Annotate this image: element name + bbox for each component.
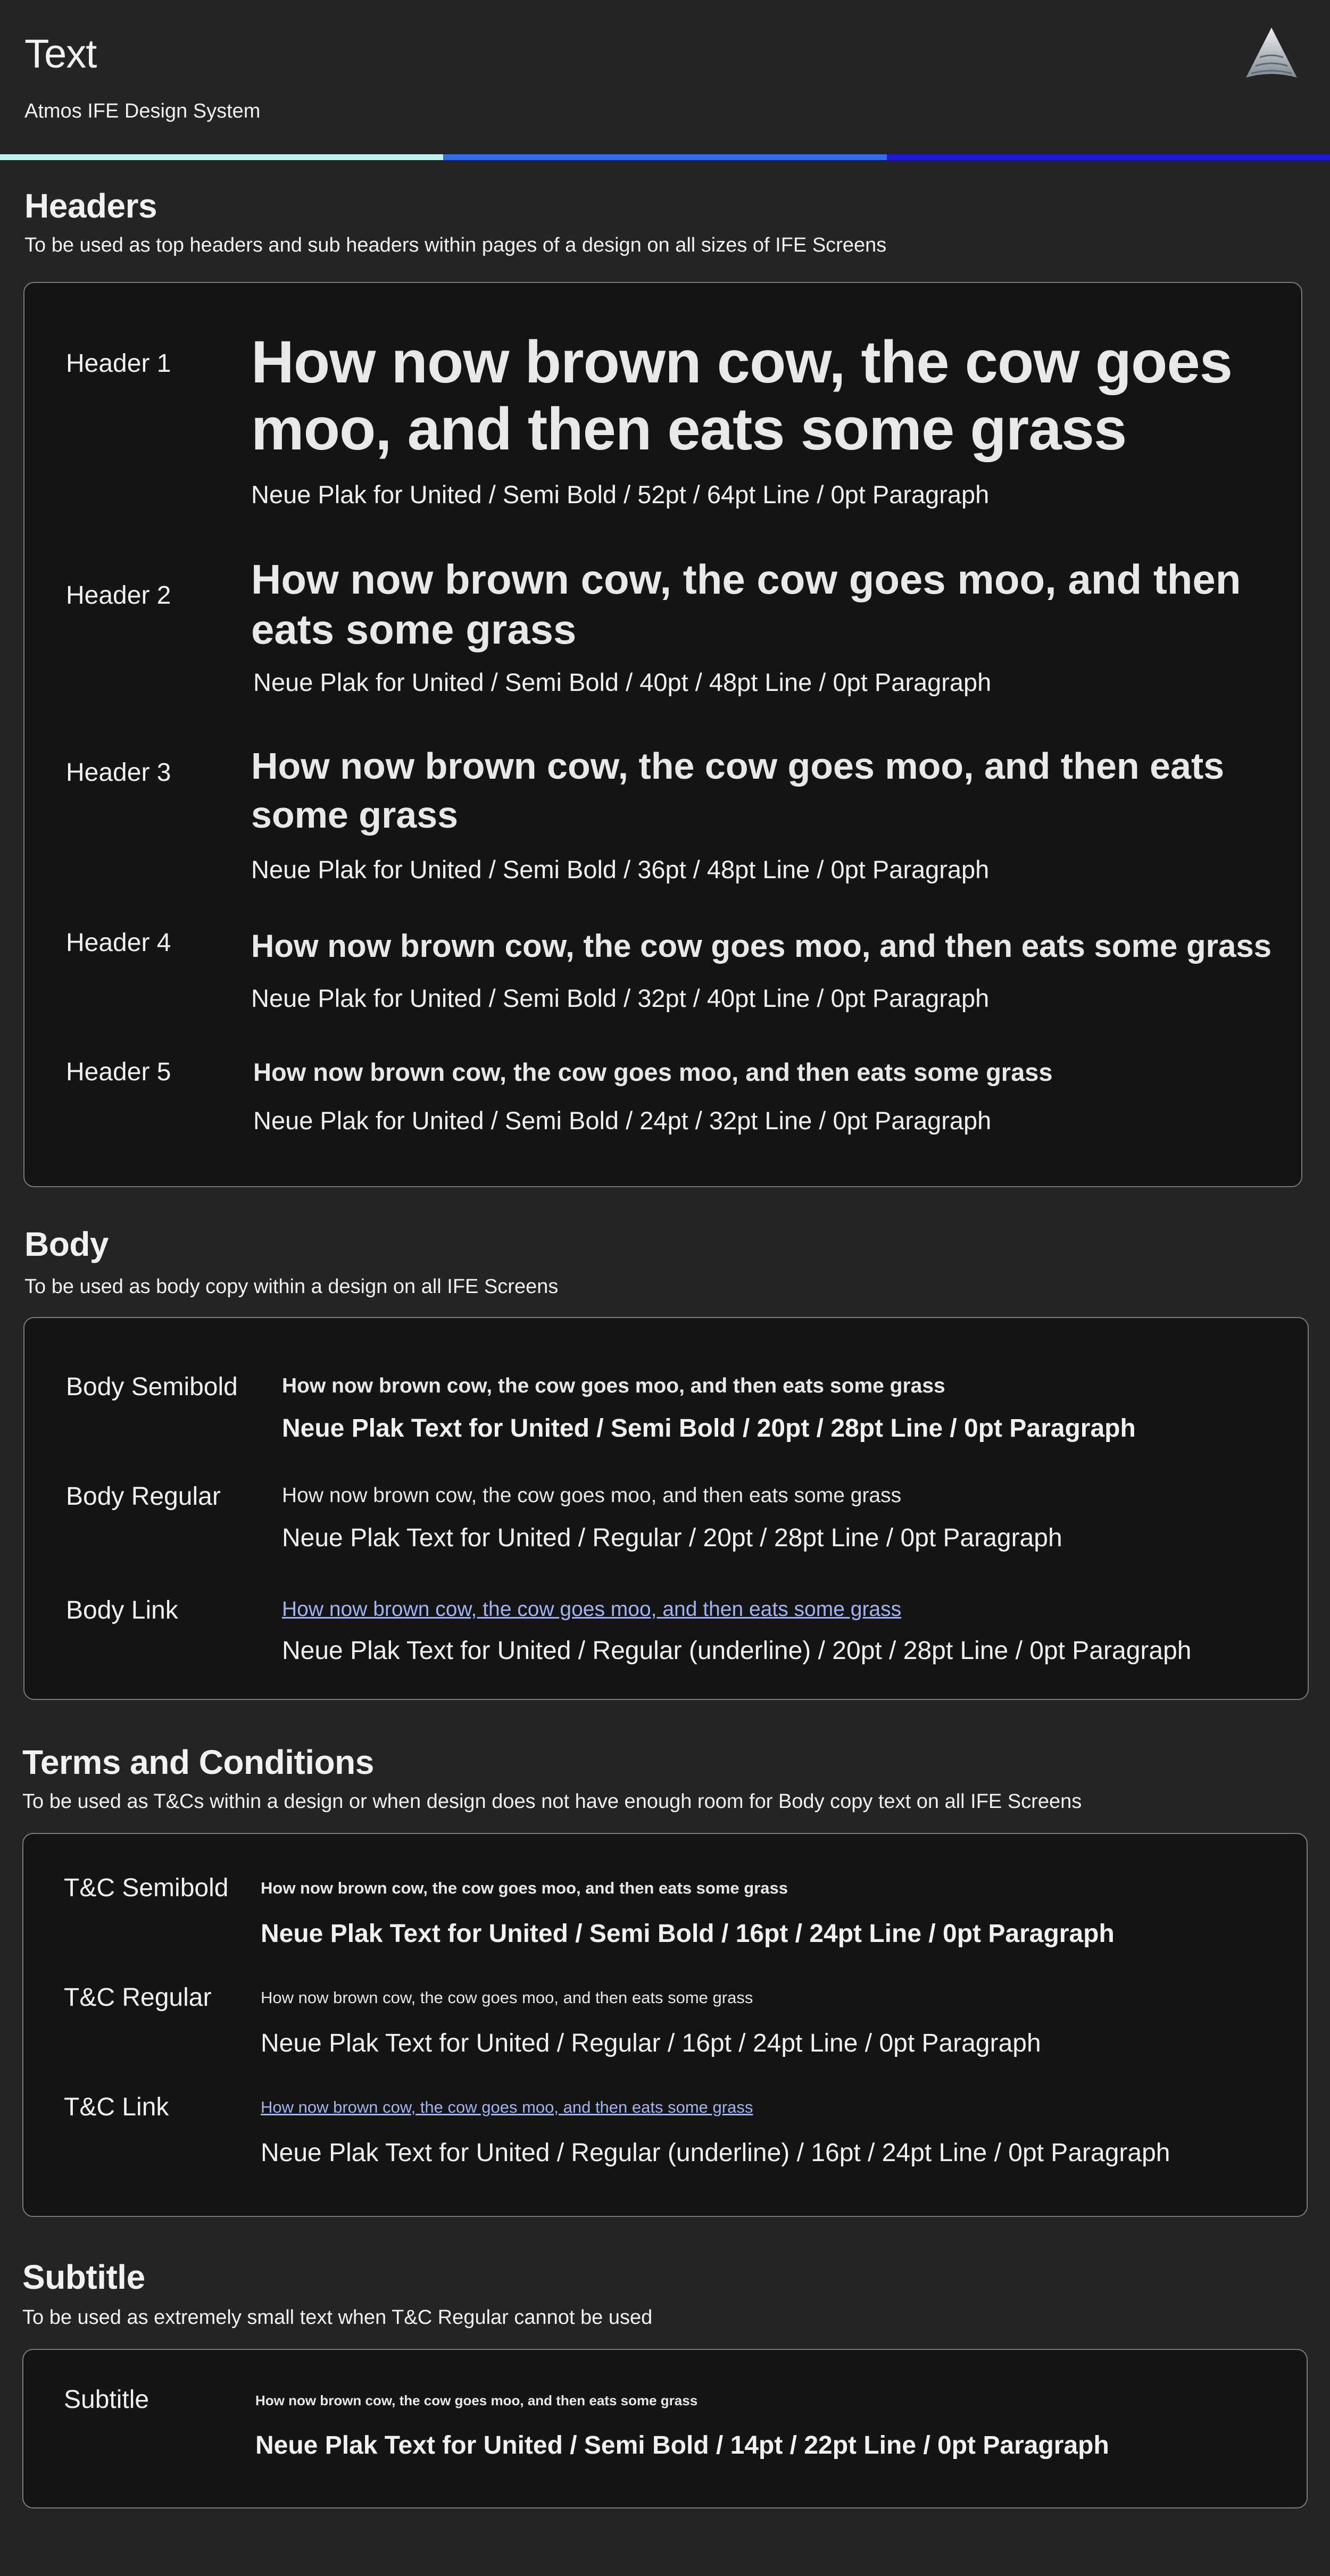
- header-1-spec: Neue Plak for United / Semi Bold / 52pt / 64pt Line / 0pt Paragraph: [251, 480, 990, 508]
- accent-bar: [0, 154, 1330, 160]
- body-link-sample[interactable]: How now brown cow, the cow goes moo, and then eats some grass: [282, 1598, 902, 1621]
- tc-link-sample[interactable]: How now brown cow, the cow goes moo, and then eats some grass: [261, 2098, 753, 2116]
- header-3-sample: How now brown cow, the cow goes moo, and then eats some grass: [251, 745, 1225, 836]
- header-2-sample: How now brown cow, the cow goes moo, and then eats some grass: [251, 556, 1241, 653]
- tc-regular-sample: How now brown cow, the cow goes moo, and then eats some grass: [261, 1988, 753, 2007]
- subtitle-sample: How now brown cow, the cow goes moo, and then eats some grass: [255, 2392, 698, 2408]
- accent-bar-segment-2: [443, 154, 886, 160]
- terms-section-title: Terms and Conditions: [22, 1743, 374, 1781]
- header-2-spec: Neue Plak for United / Semi Bold / 40pt / 48pt Line / 0pt Paragraph: [253, 668, 992, 696]
- tc-semibold-spec: Neue Plak Text for United / Semi Bold / 16pt / 24pt Line / 0pt Paragraph: [261, 1920, 1115, 1948]
- terms-card: [22, 1833, 1308, 2217]
- terms-section-description: To be used as T&Cs within a design or when design does not have enough room for Body copy text on all IFE Screens: [22, 1790, 1082, 1813]
- accent-bar-segment-3: [887, 154, 1330, 160]
- body-link-label: Body Link: [66, 1596, 178, 1624]
- header-4-sample: How now brown cow, the cow goes moo, and then eats some grass: [251, 928, 1272, 964]
- header-5-spec: Neue Plak for United / Semi Bold / 24pt / 32pt Line / 0pt Paragraph: [253, 1106, 992, 1135]
- header-1-label: Header 1: [66, 349, 171, 378]
- body-regular-label: Body Regular: [66, 1482, 221, 1511]
- tc-semibold-label: T&C Semibold: [64, 1874, 229, 1902]
- header-1-sample: How now brown cow, the cow goes moo, and then eats some grass: [251, 329, 1233, 462]
- header-3-label: Header 3: [66, 758, 171, 787]
- header-4-spec: Neue Plak for United / Semi Bold / 32pt / 40pt Line / 0pt Paragraph: [251, 984, 990, 1012]
- body-semibold-spec: Neue Plak Text for United / Semi Bold / 20pt / 28pt Line / 0pt Paragraph: [282, 1414, 1136, 1443]
- header-5-sample: How now brown cow, the cow goes moo, and then eats some grass: [253, 1058, 1053, 1086]
- tc-regular-label: T&C Regular: [64, 1983, 212, 2012]
- body-semibold-sample: How now brown cow, the cow goes moo, and then eats some grass: [282, 1374, 945, 1397]
- headers-section-title: Headers: [24, 187, 157, 225]
- page-title: Text: [24, 31, 97, 77]
- header-3-spec: Neue Plak for United / Semi Bold / 36pt / 48pt Line / 0pt Paragraph: [251, 855, 990, 883]
- atmos-logo-icon: [1244, 26, 1299, 81]
- header-2-label: Header 2: [66, 581, 171, 610]
- body-card: [23, 1317, 1309, 1700]
- body-regular-spec: Neue Plak Text for United / Regular / 20pt / 28pt Line / 0pt Paragraph: [282, 1524, 1062, 1552]
- page-subtitle: Atmos IFE Design System: [24, 100, 261, 122]
- body-section-title: Body: [24, 1225, 109, 1263]
- subtitle-section-description: To be used as extremely small text when T&C Regular cannot be used: [22, 2306, 653, 2329]
- subtitle-section-title: Subtitle: [22, 2258, 145, 2296]
- subtitle-spec: Neue Plak Text for United / Semi Bold / 14pt / 22pt Line / 0pt Paragraph: [255, 2431, 1109, 2460]
- tc-semibold-sample: How now brown cow, the cow goes moo, and then eats some grass: [261, 1879, 788, 1897]
- tc-link-label: T&C Link: [64, 2093, 169, 2121]
- headers-card: [23, 282, 1302, 1187]
- tc-regular-spec: Neue Plak Text for United / Regular / 16pt / 24pt Line / 0pt Paragraph: [261, 2029, 1041, 2057]
- subtitle-label: Subtitle: [64, 2386, 149, 2414]
- tc-link-spec: Neue Plak Text for United / Regular (underline) / 16pt / 24pt Line / 0pt Paragraph: [261, 2139, 1170, 2167]
- body-semibold-label: Body Semibold: [66, 1373, 238, 1401]
- header-4-label: Header 4: [66, 929, 171, 957]
- subtitle-card: [22, 2349, 1308, 2508]
- headers-section-description: To be used as top headers and sub headers within pages of a design on all sizes of IFE Screens: [24, 234, 887, 256]
- body-link-spec: Neue Plak Text for United / Regular (underline) / 20pt / 28pt Line / 0pt Paragraph: [282, 1637, 1192, 1665]
- body-regular-sample: How now brown cow, the cow goes moo, and then eats some grass: [282, 1484, 902, 1507]
- header-5-label: Header 5: [66, 1058, 171, 1086]
- body-section-description: To be used as body copy within a design on all IFE Screens: [24, 1276, 559, 1298]
- accent-bar-segment-1: [0, 154, 443, 160]
